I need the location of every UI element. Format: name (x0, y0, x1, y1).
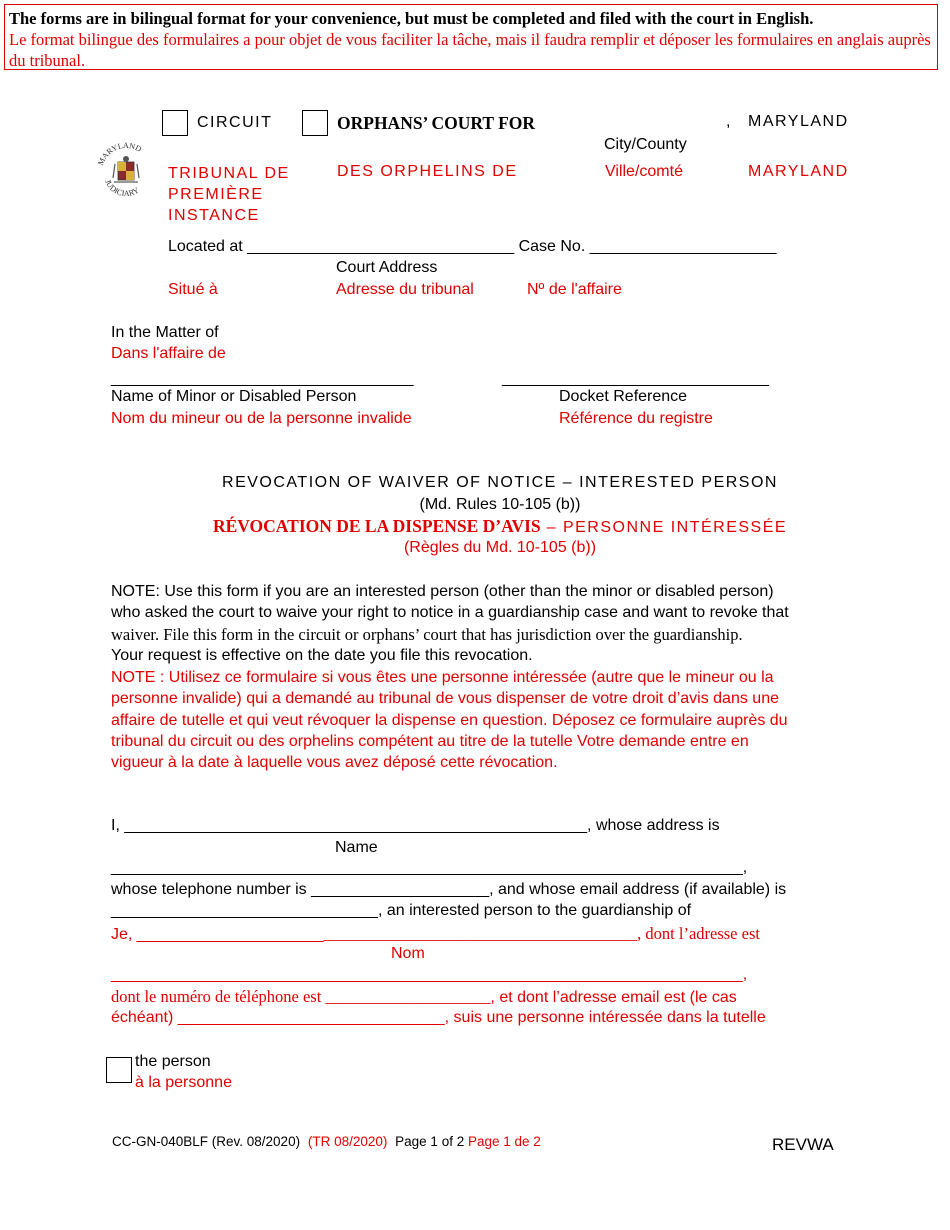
note-en-line: NOTE: Use this form if you are an interested person (other than the minor or disabled person) (111, 583, 774, 600)
page-number: Page 1 of 2 (395, 1134, 465, 1149)
statement-address-line[interactable]: _______________________________________________________________________, (111, 859, 748, 876)
form-title-fr-rest: – PERSONNE INTÉRESSÉE (540, 519, 788, 536)
form-title-fr-bold: RÉVOCATION DE LA DISPENSE D’AVIS (212, 516, 541, 536)
form-title: REVOCATION OF WAIVER OF NOTICE – INTERESTED PERSON (222, 474, 778, 491)
form-code: REVWA (772, 1135, 834, 1154)
minor-name-label-fr: Nom du mineur ou de la personne invalide (111, 410, 412, 427)
page-number-fr: Page 1 de 2 (467, 1134, 541, 1149)
statement-fr-suffix: ______________________________________, dont l’adresse est (323, 924, 760, 943)
the-person-checkbox[interactable] (106, 1057, 132, 1083)
orphans-court-checkbox[interactable] (302, 110, 328, 136)
form-rules: (Md. Rules 10-105 (b)) (419, 496, 581, 513)
located-at-line[interactable]: Located at ______________________________ Case No. _____________________ (168, 238, 777, 255)
docket-reference-label-fr: Référence du registre (559, 410, 713, 427)
statement-fr-prefix: Je, _____________________ (111, 926, 324, 943)
note-fr-line: personne invalide) qui a demandé au tribunal de vous dispenser de votre droit d’avis dans une (111, 690, 779, 708)
court-address-label: Court Address (336, 259, 438, 276)
situe-label: Situé à (168, 281, 218, 298)
note-en-line: waiver. File this form in the circuit or orphans’ court that has jurisdiction over the guardianship. (111, 624, 743, 644)
the-person-label: the person (135, 1053, 211, 1070)
statement-name-label: Name (335, 839, 378, 856)
statement-email-line-fr[interactable]: échéant) ______________________________, suis une personne intéressée dans la tutelle (111, 1009, 766, 1026)
statement-fr-phone: dont le numéro de téléphone est ____________________ (111, 987, 491, 1006)
orphans-court-label-fr: DES ORPHELINS DE (337, 163, 518, 180)
circuit-checkbox[interactable] (162, 110, 188, 136)
note-en-line: Your request is effective on the date you file this revocation. (111, 646, 533, 664)
note-fr-line: vigueur à la date à laquelle vous avez déposé cette révocation. (111, 754, 558, 772)
form-title-fr (0, 516, 950, 537)
statement-fr-email: , et dont l’adresse email est (le cas (490, 989, 737, 1006)
statement-address-line-fr[interactable]: _______________________________________________________________________, (111, 966, 748, 983)
orphans-court-label: ORPHANS’ COURT FOR (337, 113, 536, 133)
docket-reference-label: Docket Reference (559, 388, 688, 405)
statement-name-line-fr[interactable] (111, 924, 760, 944)
note-french (111, 667, 841, 773)
docket-reference-blank[interactable]: ______________________________ (502, 370, 769, 387)
city-county-label: City/County (604, 136, 687, 153)
notice-english: The forms are in bilingual format for your convenience, but must be completed and filed with the court in English. (9, 9, 814, 28)
circuit-label-fr: TRIBUNAL DE PREMIÈRE INSTANCE (168, 165, 290, 224)
minor-name-blank[interactable]: __________________________________ (111, 370, 414, 387)
court-comma: , (726, 113, 731, 130)
circuit-label: CIRCUIT (197, 114, 273, 131)
case-no-label-fr: Nº de l'affaire (527, 281, 622, 298)
note-en-line: who asked the court to waive your right to notice in a guardianship case and want to revoke that (111, 604, 789, 622)
statement-name-line[interactable]: I, ____________________________________________________, whose address is (111, 817, 720, 834)
statement-phone-line[interactable]: whose telephone number is ____________________, and whose email address (if available) is (111, 881, 787, 898)
form-rules-fr: (Règles du Md. 10-105 (b)) (403, 539, 597, 556)
note-fr-line: affaire de tutelle et qui veut révoquer la dispense en question. Déposez ce formulaire auprès du (111, 711, 788, 729)
footer (112, 1134, 541, 1149)
minor-name-label: Name of Minor or Disabled Person (111, 388, 357, 405)
note-fr-line: NOTE : Utilisez ce formulaire si vous êtes une personne intéressée (autre que le mineur ou la (111, 669, 774, 686)
in-matter-label: In the Matter of (111, 324, 219, 341)
city-county-label-fr: Ville/comté (605, 163, 683, 180)
maryland-label-fr: MARYLAND (748, 163, 849, 180)
statement-email-line[interactable]: ______________________________, an interested person to the guardianship of (111, 902, 692, 919)
the-person-label-fr: à la personne (135, 1074, 232, 1091)
form-tr: (TR 08/2020) (307, 1134, 388, 1149)
statement-phone-line-fr[interactable] (111, 987, 737, 1007)
svg-text:JUDICIARY: JUDICIARY (103, 178, 141, 199)
bilingual-notice (4, 4, 938, 70)
notice-french: Le format bilingue des formulaires a pour objet de vous faciliter la tâche, mais il faudra remplir et déposer les formulaires en anglais auprès du tribunal. (9, 30, 931, 70)
note-english (111, 581, 841, 666)
note-fr-line: tribunal du circuit ou des orphelins compétent au titre de la tutelle Votre demande entre en (111, 732, 749, 750)
in-matter-label-fr: Dans l'affaire de (111, 345, 226, 362)
maryland-label: MARYLAND (748, 113, 849, 130)
maryland-judiciary-seal-icon (94, 138, 158, 202)
court-address-label-fr: Adresse du tribunal (336, 281, 474, 298)
form-id: CC-GN-040BLF (Rev. 08/2020) (112, 1134, 301, 1149)
statement-name-label-fr: Nom (391, 945, 425, 962)
svg-text:MARYLAND: MARYLAND (96, 140, 143, 167)
